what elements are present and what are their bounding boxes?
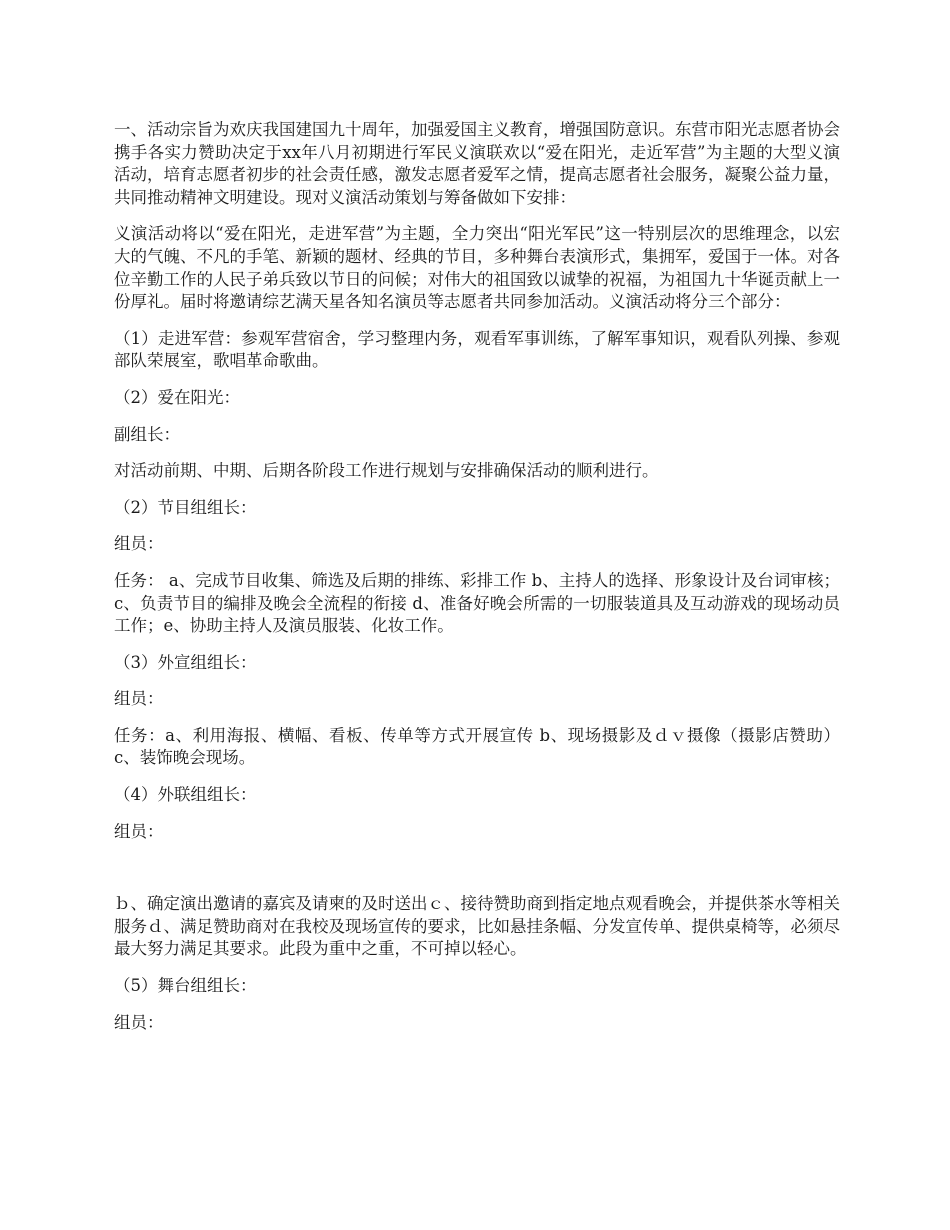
paragraph-publicity-members: 组员： [114,689,164,709]
paragraph-liaison-leader: （4）外联组组长： [114,785,257,805]
paragraph-program-leader: （2）节目组组长： [114,497,257,517]
paragraph-publicity-leader: （3）外宣组组长： [114,652,257,672]
paragraph-stage-leader: （5）舞台组组长： [114,976,257,996]
paragraph-publicity-tasks: 任务：a、利用海报、横幅、看板、传单等方式开展宣传 b、现场摄影及ｄｖ摄像（摄影店赞助）c、装饰晚会现场。 [114,725,840,768]
paragraph-vice-leader: 副组长： [114,424,180,444]
blank-gap [114,857,840,893]
paragraph-planning: 对活动前期、中期、后期各阶段工作进行规划与安排确保活动的顺利进行。 [114,461,659,481]
paragraph-program-tasks: 任务： a、完成节目收集、筛选及后期的排练、彩排工作 b、主持人的选择、形象设计及台词审核；c、负责节目的编排及晚会全流程的衔接 d、准备好晚会所需的一切服装道具及互动游戏的现场动员工作；e、协助主持人及演员服装、化妆工作。 [114,570,840,636]
document-body [114,119,840,1048]
paragraph-part-2: （2）爱在阳光： [114,387,240,407]
paragraph-program-members: 组员： [114,534,164,554]
paragraph-part-1: （1）走进军营：参观军营宿舍，学习整理内务，观看军事训练，了解军事知识，观看队列操、参观部队荣展室，歌唱革命歌曲。 [114,328,840,371]
paragraph-theme: 义演活动将以“爱在阳光，走进军营”为主题，全力突出“阳光军民”这一特别层次的思维理念，以宏大的气魄、不凡的手笔、新颖的题材、经典的节目，多种舞台表演形式，集拥军，爱国于一体。对各位辛勤工作的人民子弟兵致以节日的问候；对伟大的祖国致以诚挚的祝福，为祖国九十华诞贡献上一份厚礼。届时将邀请综艺满天星各知名演员等志愿者共同参加活动。义演活动将分三个部分： [114,224,840,312]
paragraph-stage-members: 组员： [114,1012,164,1032]
paragraph-liaison-members: 组员： [114,821,164,841]
paragraph-liaison-tasks: ｂ、确定演出邀请的嘉宾及请柬的及时送出ｃ、接待赞助商到指定地点观看晚会，并提供茶水等相关服务ｄ、满足赞助商对在我校及现场宣传的要求，比如悬挂条幅、分发宣传单、提供桌椅等，必须尽最大努力满足其要求。此段为重中之重，不可掉以轻心。 [114,894,840,959]
paragraph-purpose: 一、活动宗旨为欢庆我国建国九十周年，加强爱国主义教育，增强国防意识。东营市阳光志愿者协会携手各实力赞助决定于xx年八月初期进行军民义演联欢以“爱在阳光，走近军营”为主题的大型义演活动，培育志愿者初步的社会责任感，激发志愿者爱军之情，提高志愿者社会服务，凝聚公益力量，共同推动精神文明建设。现对义演活动策划与筹备做如下安排： [114,120,840,207]
